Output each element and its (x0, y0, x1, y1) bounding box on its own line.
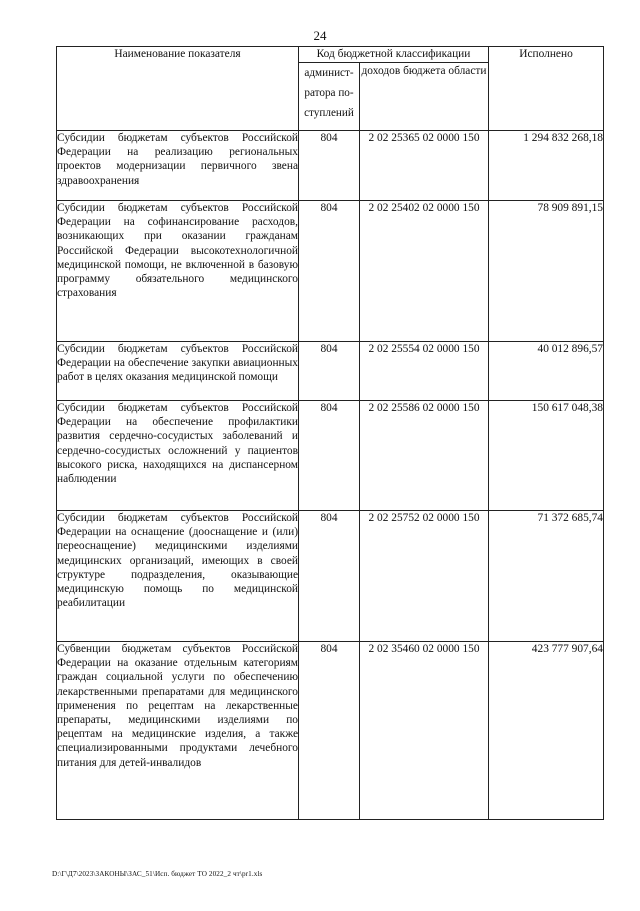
row-amount: 71 372 685,74 (489, 511, 604, 642)
row-admin-code: 804 (299, 642, 360, 820)
table-row (57, 401, 604, 511)
table-row (57, 342, 604, 401)
row-income-code: 2 02 25402 02 0000 150 (360, 201, 489, 342)
row-income-code: 2 02 25586 02 0000 150 (360, 401, 489, 511)
table-row (57, 131, 604, 201)
header-indicator-name: Наименование показателя (57, 47, 299, 131)
row-amount: 150 617 048,38 (489, 401, 604, 511)
row-name: Субсидии бюджетам субъектов Российской Федерации на обеспечение профилактики развития сердечно-сосудистых заболеваний и сердечно-сосудистых осложнений у пациентов высокого риска, находящихся на диспансерном наблюдении (57, 401, 299, 511)
row-income-code: 2 02 25752 02 0000 150 (360, 511, 489, 642)
row-income-code: 2 02 35460 02 0000 150 (360, 642, 489, 820)
budget-table (56, 46, 604, 820)
table-row (57, 201, 604, 342)
page-number: 24 (313, 28, 327, 43)
row-admin-code: 804 (299, 342, 360, 401)
row-name: Субсидии бюджетам субъектов Российской Федерации на софинансирование расходов, возникающих при оказании гражданам Российской Федерации высокотехнологичной медицинской помощи, не включенной в базовую программу обязательного медицинского страхования (57, 201, 299, 342)
file-path-footer: D:\Г\Д7\2023\ЗАКОНЫ\ЗАС_51\Исп. бюджет ТО 2022_2 чт\pr1.xls (52, 870, 263, 878)
row-amount: 78 909 891,15 (489, 201, 604, 342)
header-executed: Исполнено (489, 47, 604, 131)
row-admin-code: 804 (299, 201, 360, 342)
row-name: Субсидии бюджетам субъектов Российской Федерации на реализацию региональных проектов модернизации первичного звена здравоохранения (57, 131, 299, 201)
table-body (57, 131, 604, 820)
row-admin-code: 804 (299, 401, 360, 511)
row-admin-code: 804 (299, 131, 360, 201)
table-row (57, 511, 604, 642)
row-admin-code: 804 (299, 511, 360, 642)
row-income-code: 2 02 25554 02 0000 150 (360, 342, 489, 401)
row-name: Субвенции бюджетам субъектов Российской Федерации на оказание отдельным категориям граждан социальной услуги по обеспечению лекарственными препаратами для медицинского применения по рецептам на лекарственные препараты, медицинскими изделиями по рецептам на медицинские изделия, а также специализированными продуктами лечебного питания для детей-инвалидов (57, 642, 299, 820)
header-administrator: админист- ратора по- ступлений (299, 63, 360, 131)
row-amount: 423 777 907,64 (489, 642, 604, 820)
table-header (57, 47, 604, 131)
header-income: доходов бюджета области (360, 63, 489, 131)
row-amount: 40 012 896,57 (489, 342, 604, 401)
header-row-1 (57, 47, 604, 63)
table-row (57, 642, 604, 820)
header-budget-code: Код бюджетной классификации (299, 47, 489, 63)
row-name: Субсидии бюджетам субъектов Российской Федерации на обеспечение закупки авиационных работ в целях оказания медицинской помощи (57, 342, 299, 401)
row-amount: 1 294 832 268,18 (489, 131, 604, 201)
row-name: Субсидии бюджетам субъектов Российской Федерации на оснащение (дооснащение и (или) переоснащение) медицинскими изделиями медицинских организаций, имеющих в своей структуре подразделения, оказывающие медицинскую помощь по медицинской реабилитации (57, 511, 299, 642)
row-income-code: 2 02 25365 02 0000 150 (360, 131, 489, 201)
